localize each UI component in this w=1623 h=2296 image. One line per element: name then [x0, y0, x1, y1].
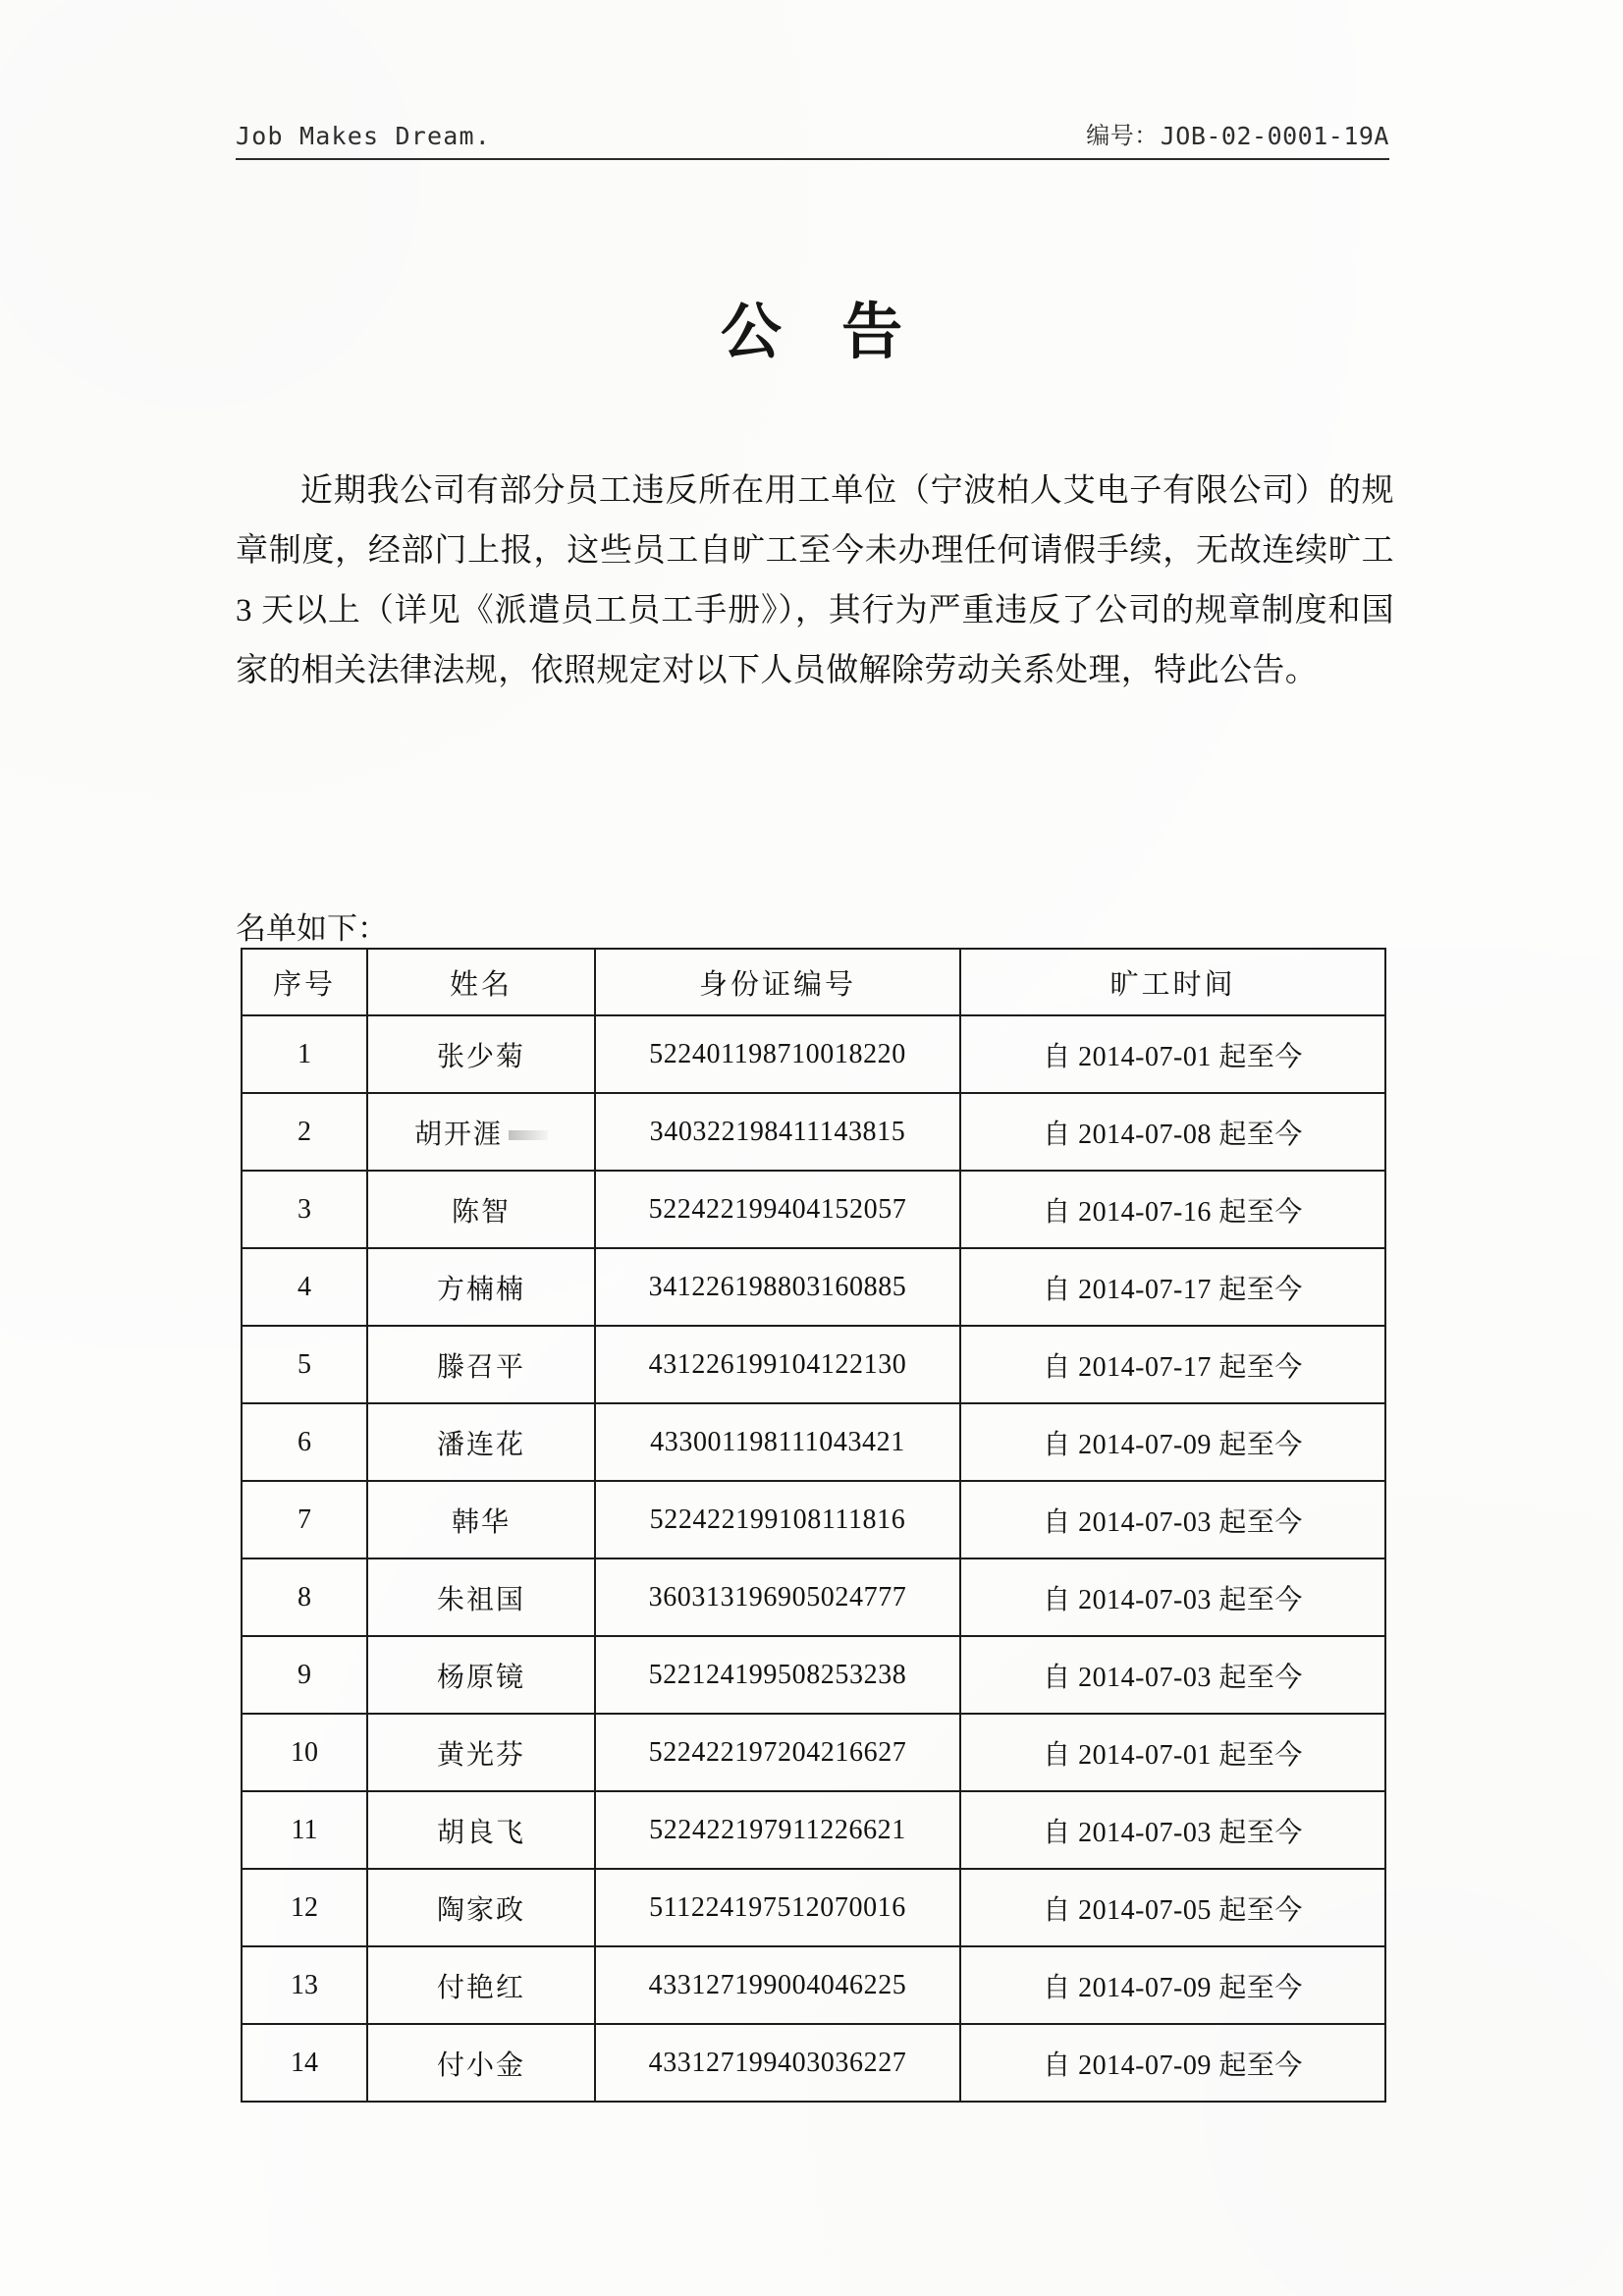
announcement-body — [236, 462, 1394, 701]
cell-date: 自 2014-07-03 起至今 — [960, 1558, 1385, 1636]
document-number-label: 编号： — [1086, 124, 1159, 149]
table-row — [242, 1946, 1385, 2024]
cell-name — [367, 1093, 595, 1171]
column-header-name: 姓名 — [367, 949, 595, 1015]
cell-date: 自 2014-07-03 起至今 — [960, 1791, 1385, 1869]
cell-date: 自 2014-07-01 起至今 — [960, 1714, 1385, 1791]
cell-date: 自 2014-07-03 起至今 — [960, 1636, 1385, 1714]
cell-index: 6 — [242, 1403, 367, 1481]
page-title: 公 告 — [720, 299, 925, 366]
table-row — [242, 1093, 1385, 1171]
cell-index: 3 — [242, 1171, 367, 1248]
cell-id: 433127199004046225 — [595, 1946, 960, 2024]
cell-name: 滕召平 — [367, 1326, 595, 1403]
table-row — [242, 1558, 1385, 1636]
cell-name: 陈智 — [367, 1171, 595, 1248]
table-row — [242, 1326, 1385, 1403]
cell-name: 胡良飞 — [367, 1791, 595, 1869]
scan-smudge-mark — [509, 1130, 548, 1140]
cell-name: 潘连花 — [367, 1403, 595, 1481]
table-header-row — [242, 949, 1385, 1015]
cell-id: 360313196905024777 — [595, 1558, 960, 1636]
document-header — [236, 116, 1389, 160]
cell-name: 陶家政 — [367, 1869, 595, 1946]
cell-id: 340322198411143815 — [595, 1093, 960, 1171]
column-header-index: 序号 — [242, 949, 367, 1015]
cell-index: 5 — [242, 1326, 367, 1403]
table-row — [242, 2024, 1385, 2102]
cell-date: 自 2014-07-05 起至今 — [960, 1869, 1385, 1946]
cell-name: 张少菊 — [367, 1015, 595, 1093]
table-row — [242, 1636, 1385, 1714]
cell-date: 自 2014-07-09 起至今 — [960, 1403, 1385, 1481]
announcement-paragraph: 近期我公司有部分员工违反所在用工单位（宁波柏人艾电子有限公司）的规章制度，经部门上报，这些员工自旷工至今未办理任何请假手续，无故连续旷工 3 天以上（详见《派遣员工员工手册》），其行为严重违反了公司的规章制度和国家的相关法律法规，依照规定对以下人员做解除劳动关系处理，特此公告。 — [236, 473, 1394, 689]
cell-date: 自 2014-07-17 起至今 — [960, 1248, 1385, 1326]
cell-index: 4 — [242, 1248, 367, 1326]
cell-name: 付小金 — [367, 2024, 595, 2102]
table-row — [242, 1403, 1385, 1481]
cell-id: 522422197204216627 — [595, 1714, 960, 1791]
cell-date: 自 2014-07-16 起至今 — [960, 1171, 1385, 1248]
cell-name: 杨原镜 — [367, 1636, 595, 1714]
cell-date: 自 2014-07-17 起至今 — [960, 1326, 1385, 1403]
cell-name-text: 胡开涯 — [413, 1118, 503, 1149]
cell-index: 12 — [242, 1869, 367, 1946]
cell-date: 自 2014-07-09 起至今 — [960, 1946, 1385, 2024]
column-header-date: 旷工时间 — [960, 949, 1385, 1015]
cell-index: 2 — [242, 1093, 367, 1171]
cell-date: 自 2014-07-09 起至今 — [960, 2024, 1385, 2102]
cell-name: 付艳红 — [367, 1946, 595, 2024]
cell-id: 433127199403036227 — [595, 2024, 960, 2102]
table-row — [242, 1171, 1385, 1248]
cell-id: 522422199108111816 — [595, 1481, 960, 1558]
table-row — [242, 1714, 1385, 1791]
cell-index: 11 — [242, 1791, 367, 1869]
cell-index: 9 — [242, 1636, 367, 1714]
roster-table-wrapper — [241, 948, 1384, 2103]
list-label: 名单如下： — [236, 911, 388, 946]
table-row — [242, 1791, 1385, 1869]
table-row — [242, 1481, 1385, 1558]
cell-index: 10 — [242, 1714, 367, 1791]
cell-name: 韩华 — [367, 1481, 595, 1558]
cell-date: 自 2014-07-01 起至今 — [960, 1015, 1385, 1093]
roster-table — [241, 948, 1386, 2103]
table-row — [242, 1248, 1385, 1326]
cell-index: 8 — [242, 1558, 367, 1636]
cell-id: 522401198710018220 — [595, 1015, 960, 1093]
column-header-id: 身份证编号 — [595, 949, 960, 1015]
cell-id: 511224197512070016 — [595, 1869, 960, 1946]
cell-id: 341226198803160885 — [595, 1248, 960, 1326]
cell-id: 431226199104122130 — [595, 1326, 960, 1403]
cell-name: 黄光芬 — [367, 1714, 595, 1791]
cell-name: 方楠楠 — [367, 1248, 595, 1326]
cell-date: 自 2014-07-03 起至今 — [960, 1481, 1385, 1558]
cell-id: 433001198111043421 — [595, 1403, 960, 1481]
cell-id: 522422199404152057 — [595, 1171, 960, 1248]
cell-index: 1 — [242, 1015, 367, 1093]
cell-id: 522124199508253238 — [595, 1636, 960, 1714]
document-number-value: JOB-02-0001-19A — [1160, 122, 1389, 150]
document-number — [1086, 116, 1389, 150]
cell-index: 14 — [242, 2024, 367, 2102]
cell-name: 朱祖国 — [367, 1558, 595, 1636]
cell-index: 13 — [242, 1946, 367, 2024]
table-row — [242, 1015, 1385, 1093]
table-row — [242, 1869, 1385, 1946]
cell-date: 自 2014-07-08 起至今 — [960, 1093, 1385, 1171]
company-slogan: Job Makes Dream. — [236, 122, 492, 150]
cell-index: 7 — [242, 1481, 367, 1558]
cell-id: 522422197911226621 — [595, 1791, 960, 1869]
